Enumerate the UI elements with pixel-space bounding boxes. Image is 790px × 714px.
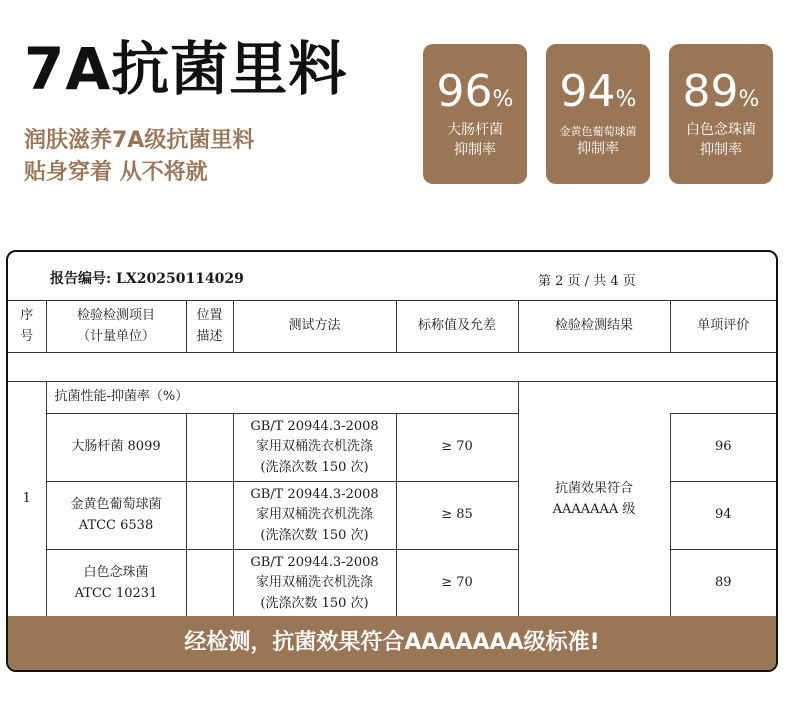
stat-name: 大肠杆菌 bbox=[447, 122, 503, 138]
col-result: 检验检测结果 bbox=[518, 301, 670, 353]
stat-name: 白色念珠菌 bbox=[686, 122, 756, 138]
table-header-row bbox=[8, 301, 776, 353]
col-evaluation: 单项评价 bbox=[670, 301, 776, 353]
col-method: 测试方法 bbox=[233, 301, 396, 353]
report-header bbox=[8, 252, 776, 301]
standard-cell: ≥ 70 bbox=[396, 550, 518, 618]
report-number: 报告编号: LX20250114029 bbox=[50, 271, 244, 287]
stat-card-staph bbox=[546, 44, 650, 184]
stat-unit: % bbox=[738, 87, 760, 112]
position-cell bbox=[186, 482, 233, 550]
standard-cell: ≥ 70 bbox=[396, 414, 518, 482]
stat-number: 94 bbox=[559, 66, 616, 117]
subtitle-line-2: 贴身穿着 从不将就 bbox=[24, 160, 208, 185]
stat-unit: % bbox=[492, 87, 514, 112]
item-cell: 大肠杆菌 8099 bbox=[46, 414, 186, 482]
conclusion-banner: 经检测，抗菌效果符合AAAAAAA级标准! bbox=[8, 616, 776, 670]
method-cell: GB/T 20944.3-2008 家用双桶洗衣机洗涤 (洗涤次数 150 次) bbox=[233, 482, 396, 550]
stat-rate-label: 抑制率 bbox=[577, 141, 619, 158]
stat-rate-label: 抑制率 bbox=[700, 141, 742, 158]
col-item: 检验检测项目 （计量单位） bbox=[46, 301, 186, 353]
stat-value bbox=[669, 66, 773, 117]
method-cell: GB/T 20944.3-2008 家用双桶洗衣机洗涤 (洗涤次数 150 次) bbox=[233, 550, 396, 618]
stat-unit: % bbox=[615, 87, 637, 112]
spacer-row bbox=[8, 353, 776, 382]
stat-number: 96 bbox=[436, 66, 493, 117]
stat-card-ecoli bbox=[423, 44, 527, 184]
stat-card-candida bbox=[669, 44, 773, 184]
result-cell: 94 bbox=[670, 482, 776, 550]
col-seq: 序 号 bbox=[8, 301, 46, 353]
report-table bbox=[8, 300, 776, 618]
subtitle-line-1: 润肤滋养7A级抗菌里料 bbox=[24, 128, 255, 153]
item-cell: 白色念珠菌 ATCC 10231 bbox=[46, 550, 186, 618]
col-standard: 标称值及允差 bbox=[396, 301, 518, 353]
stat-name: 金黄色葡萄球菌 bbox=[559, 125, 637, 138]
standard-cell: ≥ 85 bbox=[396, 482, 518, 550]
section-row bbox=[8, 382, 776, 414]
section-title: 抗菌性能-抑菌率（%） bbox=[46, 382, 518, 414]
test-report bbox=[6, 250, 778, 672]
result-cell: 89 bbox=[670, 550, 776, 618]
position-cell bbox=[186, 550, 233, 618]
stat-value bbox=[546, 66, 650, 117]
page-info: 第 2 页 / 共 4 页 bbox=[538, 274, 636, 289]
result-cell: 96 bbox=[670, 414, 776, 482]
method-cell: GB/T 20944.3-2008 家用双桶洗衣机洗涤 (洗涤次数 150 次) bbox=[233, 414, 396, 482]
position-cell bbox=[186, 414, 233, 482]
item-cell: 金黄色葡萄球菌 ATCC 6538 bbox=[46, 482, 186, 550]
stat-number: 89 bbox=[682, 66, 739, 117]
stat-rate-label: 抑制率 bbox=[454, 141, 496, 158]
evaluation-cell: 抗菌效果符合 AAAAAAA 级 bbox=[518, 382, 670, 618]
seq-cell: 1 bbox=[8, 382, 46, 618]
stat-value bbox=[423, 66, 527, 117]
col-position: 位置 描述 bbox=[186, 301, 233, 353]
page-title: 7A抗菌里料 bbox=[24, 35, 348, 103]
